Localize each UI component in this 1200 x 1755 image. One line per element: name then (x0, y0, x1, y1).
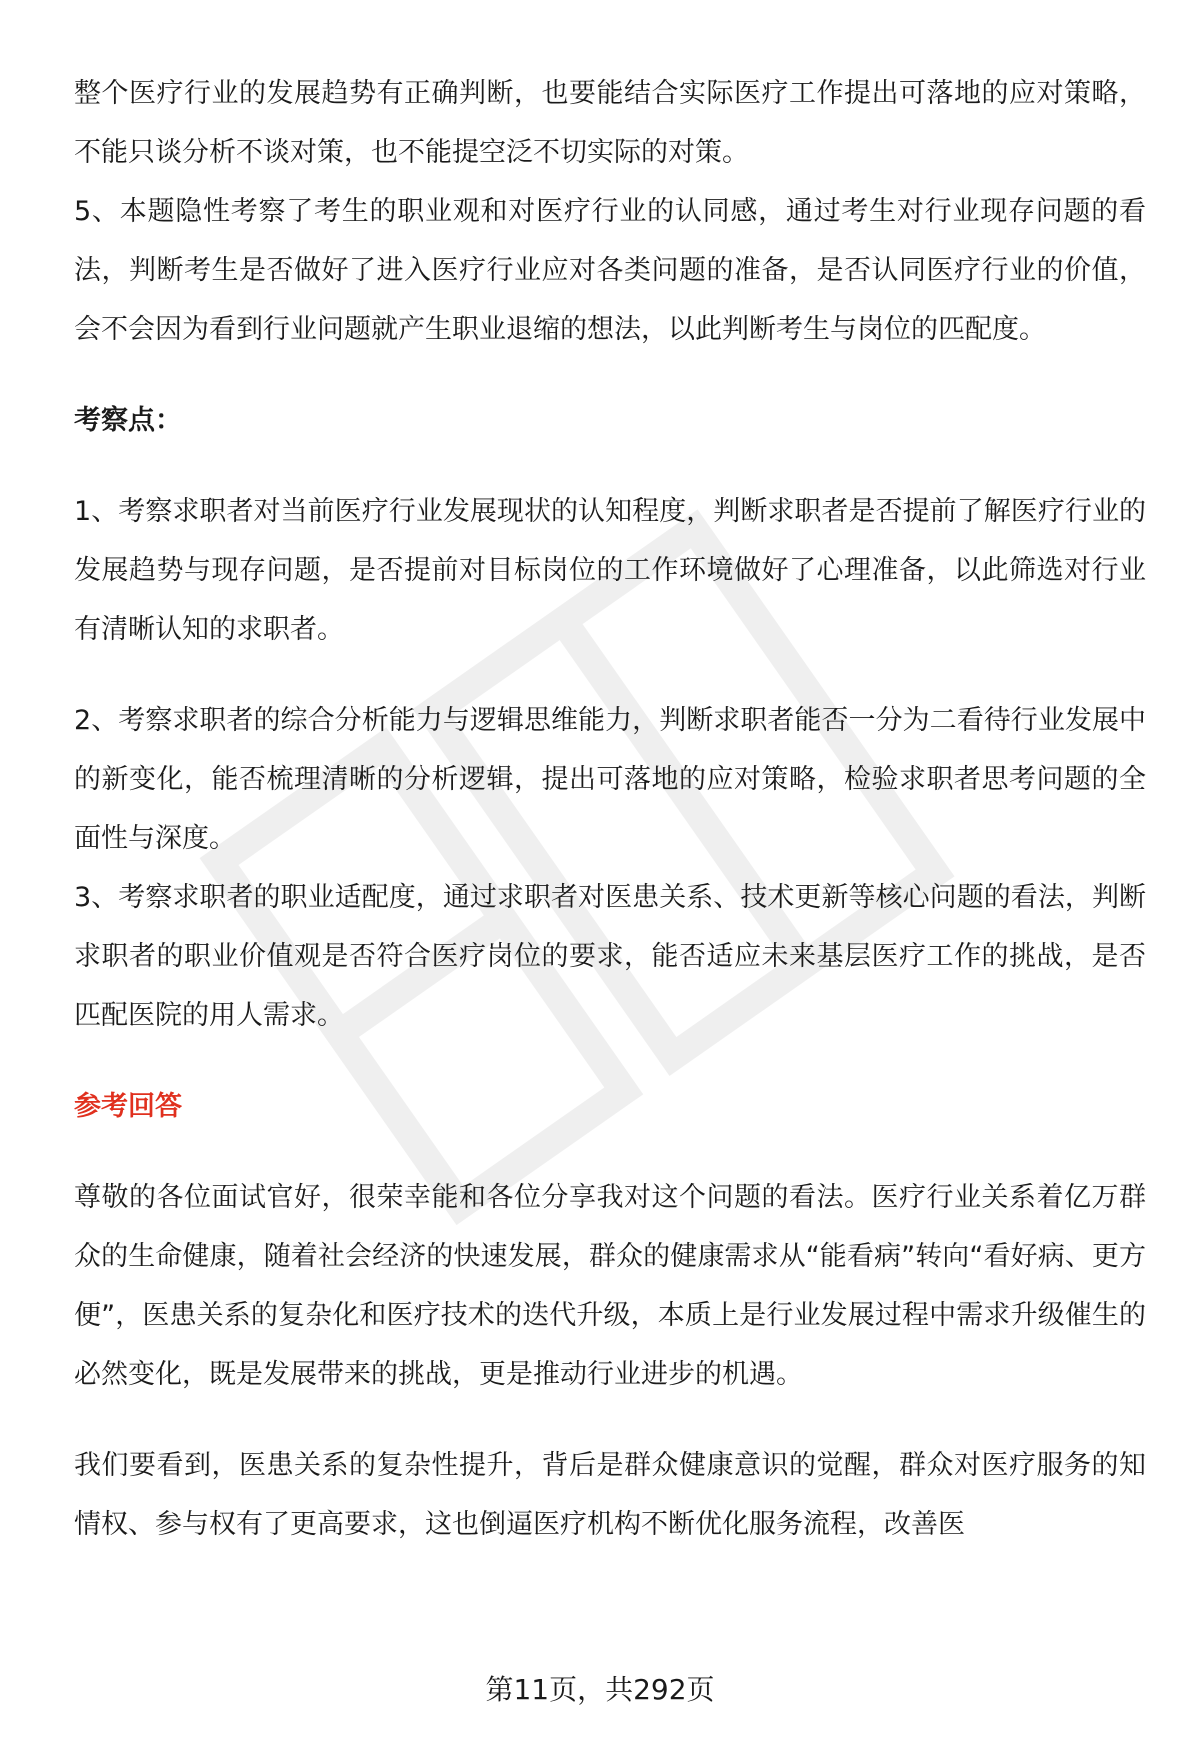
list-item: 2、考察求职者的综合分析能力与逻辑思维能力，判断求职者能否一分为二看待行业发展中的新变化，能否梳理清晰的分析逻辑，提出可落地的应对策略，检验求职者思考问题的全面性与深度。 (74, 705, 1146, 854)
page-number: 第11页，共292页 (485, 1673, 715, 1706)
document-body (74, 64, 1146, 1554)
section-heading-answer: 参考回答 (74, 1091, 182, 1122)
paragraph: 5、本题隐性考察了考生的职业观和对医疗行业的认同感，通过考生对行业现存问题的看法，判断考生是否做好了进入医疗行业应对各类问题的准备，是否认同医疗行业的价值，会不会因为看到行业问题就产生职业退缩的想法，以此判断考生与岗位的匹配度。 (74, 196, 1146, 345)
list-item: 1、考察求职者对当前医疗行业发展现状的认知程度，判断求职者是否提前了解医疗行业的发展趋势与现存问题，是否提前对目标岗位的工作环境做好了心理准备，以此筛选对行业有清晰认知的求职者。 (74, 496, 1146, 645)
paragraph: 我们要看到，医患关系的复杂性提升，背后是群众健康意识的觉醒，群众对医疗服务的知情权、参与权有了更高要求，这也倒逼医疗机构不断优化服务流程，改善医 (74, 1450, 1146, 1540)
paragraph: 尊敬的各位面试官好，很荣幸能和各位分享我对这个问题的看法。医疗行业关系着亿万群众的生命健康，随着社会经济的快速发展，群众的健康需求从“能看病”转向“看好病、更方便”，医患关系的复杂化和医疗技术的迭代升级，本质上是行业发展过程中需求升级催生的必然变化，既是发展带来的挑战，更是推动行业进步的机遇。 (74, 1182, 1146, 1390)
section-heading-points: 考察点： (74, 405, 182, 436)
paragraph: 整个医疗行业的发展趋势有正确判断，也要能结合实际医疗工作提出可落地的应对策略，不能只谈分析不谈对策，也不能提空泛不切实际的对策。 (74, 78, 1146, 168)
list-item: 3、考察求职者的职业适配度，通过求职者对医患关系、技术更新等核心问题的看法，判断求职者的职业价值观是否符合医疗岗位的要求，能否适应未来基层医疗工作的挑战，是否匹配医院的用人需求。 (74, 882, 1146, 1031)
